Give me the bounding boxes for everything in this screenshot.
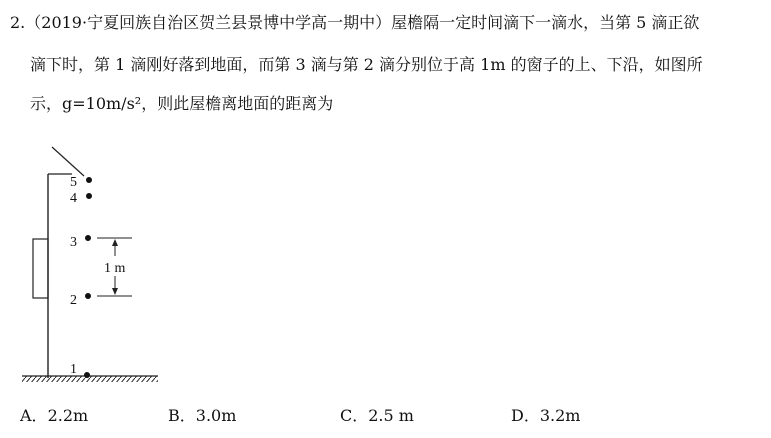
arrow-head-up-icon (112, 239, 118, 246)
water-drop-5 (86, 177, 92, 183)
option-a-letter: A． (20, 406, 48, 425)
ground-hatch (22, 376, 158, 382)
drop-label-4: 4 (70, 191, 77, 206)
option-b-letter: B． (168, 406, 196, 425)
question-line-2: 滴下时，第 1 滴刚好落到地面，而第 3 滴与第 2 滴分别位于高 1m 的窗子的上、下沿，如图所 (30, 55, 703, 74)
water-drop-2 (85, 293, 91, 299)
option-d-value: 3.2m (539, 406, 581, 425)
drop-label-5: 5 (70, 175, 77, 190)
window (33, 239, 48, 298)
option-c-value: 2.5 m (368, 406, 414, 425)
option-a-value: 2.2m (47, 406, 89, 425)
question-line-1: 2.（2019·宁夏回族自治区贺兰县景博中学高一期中）屋檐隔一定时间滴下一滴水，当第 5 滴正欲 (10, 13, 700, 32)
window-height-label: 1 m (104, 261, 126, 276)
drop-label-3: 3 (70, 235, 77, 250)
drop-label-2: 2 (70, 293, 77, 308)
drop-label-1: 1 (70, 362, 77, 377)
option-c-letter: C． (340, 406, 369, 425)
roof-edge (52, 147, 84, 176)
water-drop-1 (84, 372, 90, 378)
water-drop-4 (86, 193, 92, 199)
option-b[interactable] (168, 406, 236, 426)
water-drop-3 (85, 235, 91, 241)
option-a[interactable] (20, 406, 88, 426)
arrow-head-down-icon (112, 288, 118, 295)
question-line-3: 示，g=10m/s²，则此屋檐离地面的距离为 (30, 94, 334, 113)
option-d-letter: D． (511, 406, 540, 425)
option-c[interactable] (340, 406, 414, 426)
option-b-value: 3.0m (195, 406, 237, 425)
option-d[interactable] (511, 406, 580, 426)
